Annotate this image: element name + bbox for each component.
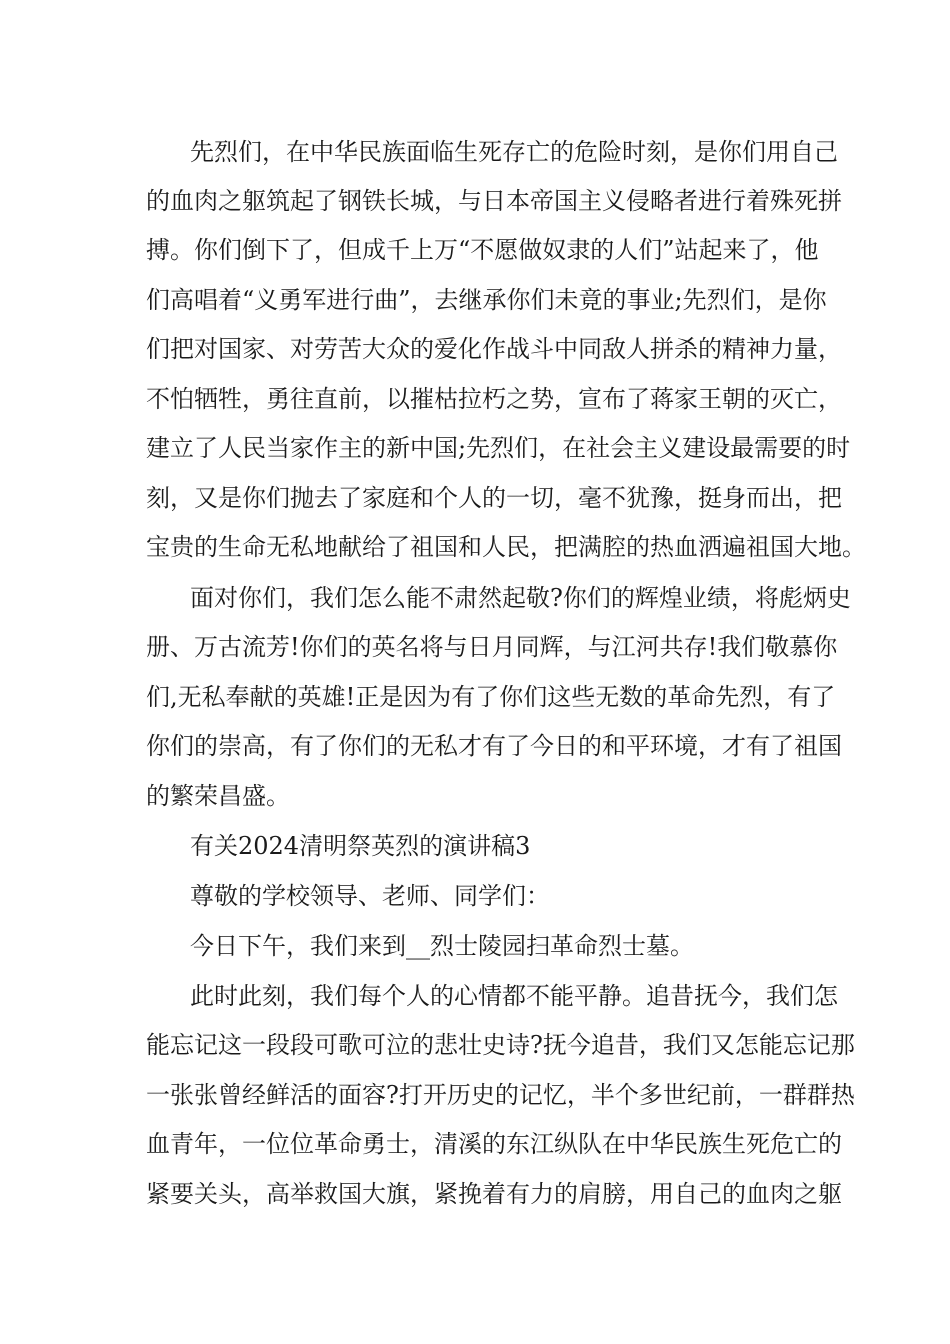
paragraph-1-line-1: 先烈们，在中华民族面临生死存亡的危险时刻，是你们用自己	[190, 138, 838, 166]
paragraph-6-line-5: 紧要关头，高举救国大旗，紧挽着有力的肩膀，用自己的血肉之躯	[146, 1180, 842, 1208]
paragraph-2-line-2: 册、万古流芳!你们的英名将与日月同辉，与江河共存!我们敬慕你	[146, 633, 838, 661]
paragraph-1-line-9: 宝贵的生命无私地献给了祖国和人民，把满腔的热血洒遍祖国大地。	[146, 533, 866, 561]
paragraph-1-line-7: 建立了人民当家作主的新中国;先烈们，在社会主义建设最需要的时	[146, 434, 851, 462]
salutation: 尊敬的学校领导、老师、同学们：	[190, 882, 550, 910]
paragraph-1-line-3: 搏。你们倒下了，但成千上万“不愿做奴隶的人们”站起来了，他	[146, 236, 819, 264]
paragraph-2-line-5: 的繁荣昌盛。	[146, 782, 290, 810]
paragraph-1-line-6: 不怕牺牲，勇往直前，以摧枯拉朽之势，宣布了蒋家王朝的灭亡，	[146, 385, 842, 413]
paragraph-6-line-3: 一张张曾经鲜活的面容?打开历史的记忆，半个多世纪前，一群群热	[146, 1081, 855, 1109]
section-heading: 有关2024清明祭英烈的演讲稿3	[190, 832, 531, 860]
paragraph-2-line-3: 们,无私奉献的英雄!正是因为有了你们这些无数的革命先烈，有了	[146, 683, 836, 711]
paragraph-5-line-1: 今日下午，我们来到__烈士陵园扫革命烈士墓。	[190, 932, 694, 960]
paragraph-2-line-4: 你们的崇高，有了你们的无私才有了今日的和平环境，才有了祖国	[146, 732, 842, 760]
paragraph-1-line-2: 的血肉之躯筑起了钢铁长城，与日本帝国主义侵略者进行着殊死拼	[146, 187, 842, 215]
paragraph-6-line-2: 能忘记这一段段可歌可泣的悲壮史诗?抚今追昔，我们又怎能忘记那	[146, 1031, 855, 1059]
paragraph-1-line-5: 们把对国家、对劳苦大众的爱化作战斗中同敌人拼杀的精神力量，	[146, 335, 842, 363]
paragraph-6-line-4: 血青年，一位位革命勇士，清溪的东江纵队在中华民族生死危亡的	[146, 1130, 842, 1158]
paragraph-1-line-8: 刻，又是你们抛去了家庭和个人的一切，毫不犹豫，挺身而出，把	[146, 484, 842, 512]
paragraph-1-line-4: 们高唱着“义勇军进行曲”，去继承你们未竟的事业;先烈们，是你	[146, 286, 827, 314]
paragraph-2-line-1: 面对你们，我们怎么能不肃然起敬?你们的辉煌业绩，将彪炳史	[190, 584, 851, 612]
paragraph-6-line-1: 此时此刻，我们每个人的心情都不能平静。追昔抚今，我们怎	[190, 982, 838, 1010]
